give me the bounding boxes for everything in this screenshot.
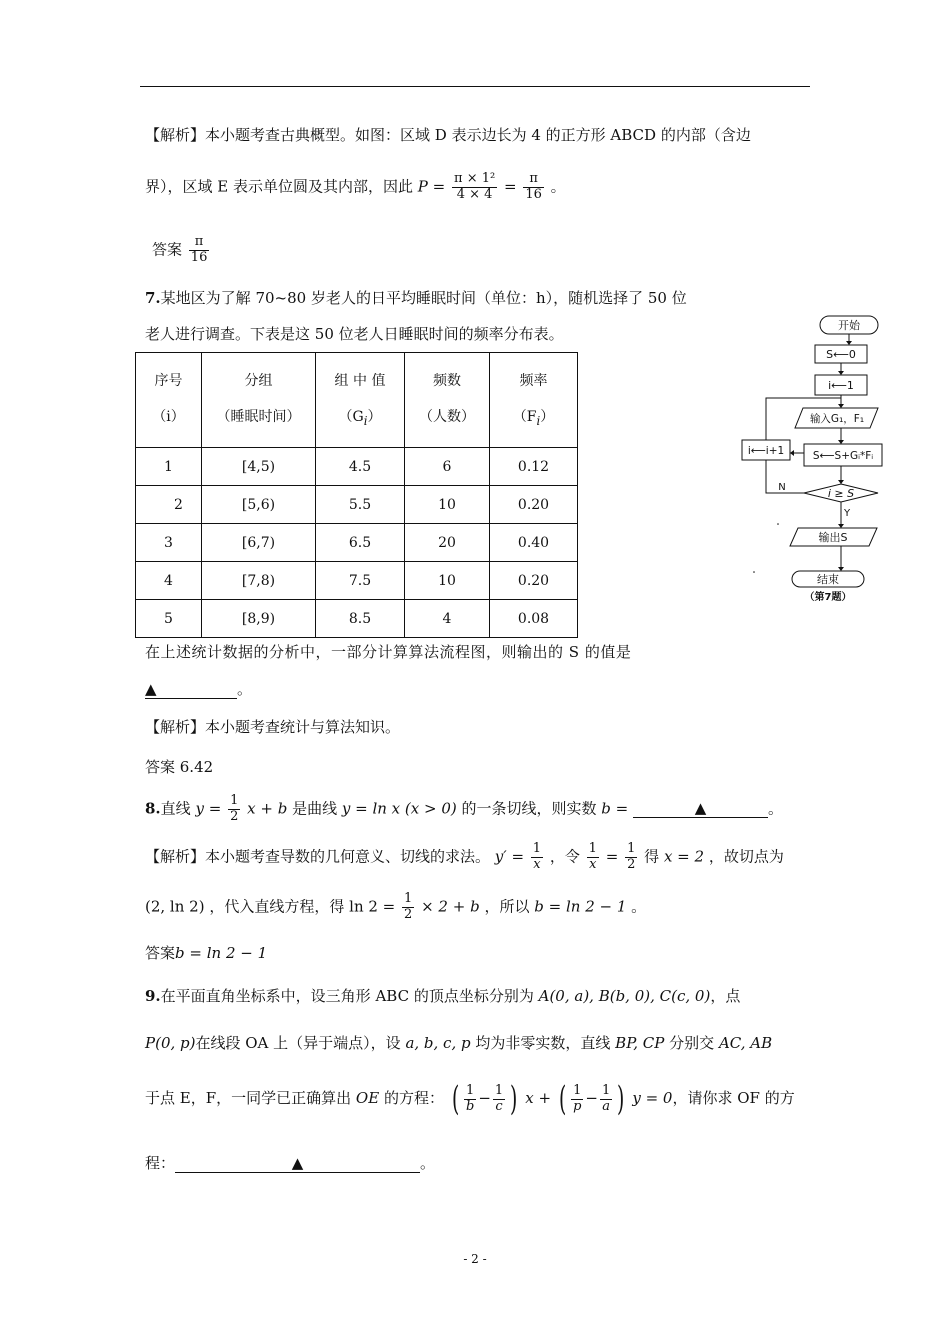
q8-answer-value: b = ln 2 − 1	[175, 944, 268, 962]
q8-point: (2, ln 2)	[145, 897, 205, 916]
table-cell: 20	[405, 524, 490, 562]
q8-a5: ，代入直线方程，得	[209, 897, 345, 916]
table-cell: 6	[405, 448, 490, 486]
q8-p1: 直线	[160, 799, 191, 818]
q9-frac2-num: 1	[494, 1082, 504, 1098]
table-cell: 7.5	[316, 562, 405, 600]
q9-frac2	[493, 1084, 505, 1115]
q8-deriv-num: 1	[532, 841, 542, 856]
q8-frac-num: 1	[230, 793, 239, 808]
flow-update-label: S⟵S+Gᵢ*Fᵢ	[812, 450, 874, 462]
table-cell: 6.5	[316, 524, 405, 562]
table-header-row	[136, 353, 578, 448]
table-row	[136, 448, 578, 486]
q9-frac1-num: 1	[464, 1084, 476, 1100]
q6-answer-den: 16	[190, 249, 208, 265]
table-cell: 5.5	[316, 486, 405, 524]
q8-number: 8.	[145, 799, 161, 818]
flow-caption: （第7题）	[804, 592, 852, 603]
table-cell: 1	[136, 448, 202, 486]
q6-analysis-line2	[145, 172, 566, 203]
q6-eq2: =	[503, 177, 517, 196]
table-cell: 3	[136, 524, 202, 562]
table-cell: 0.08	[490, 600, 578, 638]
header-mid-top: 组 中 值	[334, 373, 386, 389]
table-cell: [5,6)	[202, 486, 316, 524]
table-cell: [6,7)	[202, 524, 316, 562]
q8-frac2	[587, 842, 599, 873]
q8-a7: 。	[631, 897, 647, 916]
q9-p: P(0, p)	[145, 1034, 196, 1052]
q9-l2c: 分别交	[669, 1034, 715, 1052]
header-count-top: 频数	[433, 373, 461, 389]
q9-vars: a, b, c, p	[405, 1034, 471, 1052]
table-cell: 4.5	[316, 448, 405, 486]
q8-eq: =	[605, 847, 619, 866]
header-index-top: 序号	[154, 373, 183, 389]
table-cell: [8,9)	[202, 600, 316, 638]
frequency-table	[135, 352, 578, 638]
q8-frac4	[402, 892, 414, 923]
q6-answer	[152, 235, 211, 266]
q9-l3: 于点 E，F，一同学已正确算出	[145, 1089, 352, 1107]
header-freq-sub: i	[536, 413, 541, 428]
table-cell: 0.12	[490, 448, 578, 486]
q9-paren-close-2: )	[617, 1079, 625, 1119]
flow-no-label: N	[778, 482, 786, 493]
q9-end: 。	[420, 1154, 436, 1172]
header-index	[136, 353, 202, 448]
q9-answer-blank: ▲	[175, 1154, 420, 1173]
q8-p3: 的一条切线，则实数	[461, 799, 597, 818]
flow-start-label: 开始	[838, 319, 860, 332]
q8-frac3-den: 2	[627, 856, 636, 872]
table-cell: 2	[136, 486, 202, 524]
flow-output-label: 输出S	[818, 531, 848, 544]
table-row	[136, 562, 578, 600]
table-row	[136, 486, 578, 524]
q8-fraction	[228, 794, 240, 825]
q9-frac4-num: 1	[602, 1082, 611, 1098]
q8-eq2b: × 2 + b	[421, 897, 480, 916]
q9-frac1	[464, 1084, 476, 1115]
q9-line1	[145, 985, 740, 1006]
q8-a1: 【解析】本小题考查导数的几何意义、切线的求法。	[145, 847, 491, 866]
q8-frac3-num: 1	[627, 841, 636, 856]
q8-analysis-line1	[145, 842, 784, 873]
q9-paren-close-1: )	[510, 1079, 518, 1119]
q8-deriv-frac	[531, 842, 543, 873]
table-cell: 10	[405, 486, 490, 524]
q8-analysis-line2	[145, 892, 646, 923]
q7-analysis: 【解析】本小题考查统计与算法知识。	[145, 718, 401, 736]
table-cell: 8.5	[316, 600, 405, 638]
q8-frac2-num: 1	[588, 841, 597, 856]
flow-end-label: 结束	[817, 573, 839, 586]
q9-xterm: x +	[525, 1089, 552, 1107]
q6-eq1: =	[432, 177, 446, 196]
table-cell: 0.40	[490, 524, 578, 562]
q7-line1	[145, 287, 687, 308]
q9-paren-open-1: (	[451, 1079, 460, 1119]
q9-frac3-num: 1	[571, 1084, 583, 1100]
q8-end: 。	[768, 799, 784, 818]
q9-frac2-den: c	[495, 1098, 503, 1114]
header-freq-close: ）	[540, 409, 555, 425]
q9-line2	[145, 1032, 772, 1053]
q9-l2b: 均为非零实数，直线	[475, 1034, 611, 1052]
header-group-bottom: （睡眠时间）	[216, 409, 301, 425]
flow-i-init-label: i⟵1	[828, 379, 854, 392]
q8-rest: x + b	[247, 799, 288, 818]
table-cell: [7,8)	[202, 562, 316, 600]
q7-blank-end: 。	[237, 680, 253, 698]
q8-frac3	[625, 842, 637, 873]
q6-analysis-line1: 【解析】本小题考查古典概型。如图：区域 D 表示边长为 4 的正方形 ABCD 的内部（含边	[145, 126, 751, 144]
page-number: - 2 -	[463, 1252, 487, 1266]
header-count	[405, 353, 490, 448]
table-cell: [4,5)	[202, 448, 316, 486]
q9-frac3-den: p	[573, 1098, 582, 1114]
header-group-top: 分组	[244, 373, 273, 389]
q8-frac2-den: x	[589, 856, 597, 872]
q9-l2: 在线段 OA 上（异于端点），设	[195, 1034, 401, 1052]
q7-number: 7.	[145, 289, 161, 307]
q9-oe: OE	[355, 1089, 380, 1107]
q6-frac2-den: 16	[525, 186, 542, 202]
q7-blank	[145, 678, 252, 699]
q9-l4: 程：	[145, 1154, 176, 1172]
header-freq-bottom: （F	[512, 409, 537, 425]
q9-l3c: ，请你求 OF 的方	[672, 1089, 795, 1107]
q6-fraction-2	[523, 172, 544, 203]
q8-answer-blank: ▲	[633, 799, 768, 818]
q8-a6: ，所以	[484, 897, 530, 916]
q6-fraction-1	[452, 172, 497, 203]
q9-frac3	[571, 1084, 583, 1115]
q8-eq2a: ln 2 =	[349, 897, 396, 916]
q8-answer	[145, 942, 267, 963]
q8-x-eq: x = 2	[663, 847, 705, 866]
q8-curve: y = ln x (x > 0)	[341, 799, 457, 818]
q8-frac-den: 2	[230, 808, 239, 824]
q8-frac4-num: 1	[404, 891, 413, 906]
header-midvalue	[316, 353, 405, 448]
table-cell: 5	[136, 600, 202, 638]
table-cell: 4	[136, 562, 202, 600]
q9-sides: AC, AB	[718, 1034, 773, 1052]
header-freq-top: 频率	[519, 373, 548, 389]
q8-question	[145, 794, 783, 825]
q8-y-eq: y =	[195, 799, 222, 818]
q9-number: 9.	[145, 987, 161, 1005]
q8-deriv: y′ =	[494, 847, 525, 866]
q6-answer-label: 答案	[152, 240, 183, 259]
q9-l1b: ，点	[710, 987, 741, 1005]
q8-deriv-den: x	[533, 856, 541, 872]
q8-a2: ，令	[549, 847, 580, 866]
q7-answer: 答案 6.42	[145, 758, 214, 776]
header-freq	[490, 353, 578, 448]
q8-answer-label: 答案	[145, 944, 176, 962]
header-mid-sub: i	[363, 413, 368, 428]
q9-frac4	[600, 1084, 612, 1115]
q6-end: 。	[550, 177, 566, 196]
q6-frac2-num: π	[523, 172, 544, 188]
q9-line3	[145, 1079, 795, 1119]
q8-frac4-den: 2	[404, 906, 413, 922]
flow-input-label: 输入G₁，F₁	[809, 413, 865, 425]
q6-answer-num: π	[189, 235, 210, 251]
q6-analysis-text: 界），区域 E 表示单位圆及其内部，因此	[145, 177, 413, 196]
q6-answer-fraction	[189, 235, 210, 266]
q9-frac1-den: b	[466, 1098, 475, 1114]
q9-lines: BP, CP	[615, 1034, 665, 1052]
q6-frac1-den: 4 × 4	[456, 186, 493, 202]
header-mid-bottom: （G	[338, 409, 364, 425]
table-cell: 10	[405, 562, 490, 600]
header-index-bottom: （i）	[152, 409, 185, 425]
q8-p2: 是曲线	[292, 799, 338, 818]
q9-l3b: 的方程：	[383, 1089, 444, 1107]
q7-text1: 某地区为了解 70~80 岁老人的日平均睡眠时间（单位：h），随机选择了 50 位	[160, 289, 687, 307]
flow-s-init-label: S⟵0	[826, 348, 856, 361]
table-row	[136, 524, 578, 562]
header-group	[202, 353, 316, 448]
q7-line2: 老人进行调查。下表是这 50 位老人日睡眠时间的频率分布表。	[145, 325, 564, 343]
q6-frac1-num: π × 1²	[454, 171, 496, 186]
q9-l1: 在平面直角坐标系中，设三角形 ABC 的顶点坐标分别为	[160, 987, 534, 1005]
q8-b-eq: b =	[601, 799, 629, 818]
table-cell: 4	[405, 600, 490, 638]
q9-frac4-den: a	[602, 1098, 611, 1114]
q6-p-var: P	[417, 177, 428, 196]
table-row	[136, 600, 578, 638]
q9-line4	[145, 1152, 435, 1173]
q9-coords: A(0, a), B(b, 0), C(c, 0)	[538, 987, 711, 1005]
header-rule	[140, 86, 810, 87]
q7-line3: 在上述统计数据的分析中，一部分计算算法流程图，则输出的 S 的值是	[145, 643, 632, 661]
q9-paren-open-2: (	[558, 1079, 567, 1119]
q9-minus1: −	[478, 1089, 491, 1107]
table-cell: 0.20	[490, 486, 578, 524]
q8-a4: ，故切点为	[708, 847, 784, 866]
flow-yes-label: Y	[844, 508, 851, 519]
flow-inc-label: i⟵i+1	[747, 445, 785, 457]
q9-yterm: y = 0	[632, 1089, 673, 1107]
q9-minus2: −	[585, 1089, 598, 1107]
flow-condition-label: i ≥ S	[827, 487, 855, 500]
header-count-bottom: （人数）	[419, 409, 475, 425]
q8-res: b = ln 2 − 1	[534, 897, 627, 916]
header-mid-close: ）	[367, 409, 382, 425]
q7-answer-blank: ▲	[145, 680, 237, 699]
flowchart	[730, 310, 895, 610]
table-cell: 0.20	[490, 562, 578, 600]
q8-a3: 得	[644, 847, 660, 866]
